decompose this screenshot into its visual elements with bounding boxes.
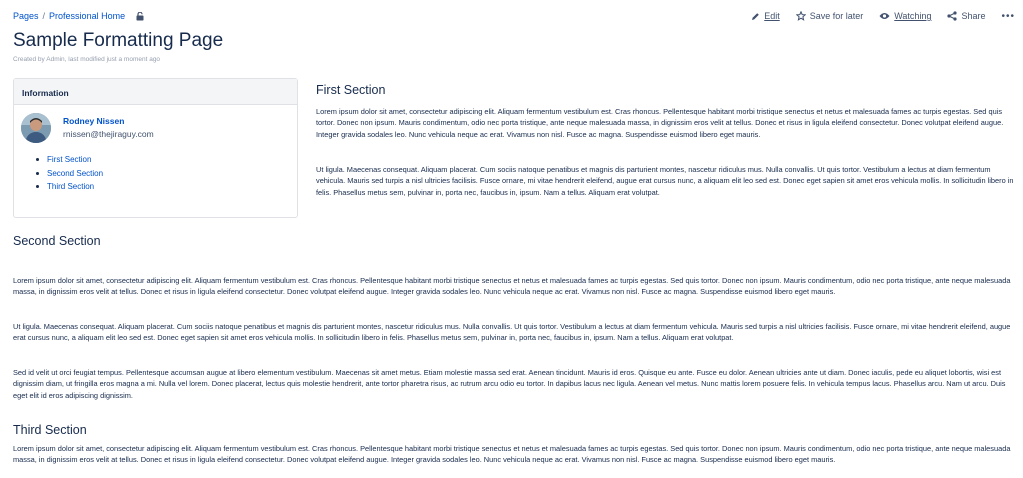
share-button[interactable] (947, 11, 985, 21)
profile-email: rnissen@thejiraguy.com (63, 129, 154, 139)
top-bar (13, 9, 1015, 23)
save-for-later-label: Save for later (809, 11, 864, 21)
second-section-paragraph-1: Lorem ipsum dolor sit amet, consectetur adipiscing elit. Aliquam fermentum vestibulum est. Cras rhoncus. Pellentesque habitant morbi tristique senectus et netus et malesuada fames ac turpis egestas. Sed quis tortor. Donec non ipsum. Mauris condimentum, odio nec porta tristique, ante neque malesuada massa, in dignissim eros velit at tellus. Donec et risus in ligula eleifend consectetur. Donec volutpat eleifend augue. Integer gravida sodales leo. Nunc vehicula neque ac erat. Vivamus non nisl. Fusce ac magna. Suspendisse euismod libero eget mauris. (13, 276, 1011, 297)
information-panel-header: Information (14, 79, 297, 105)
breadcrumb-separator: / (42, 11, 46, 21)
toc-item[interactable]: Third Section (36, 180, 103, 194)
star-icon (796, 11, 806, 21)
pencil-icon (751, 12, 760, 21)
edit-button[interactable] (751, 11, 780, 21)
first-section-paragraph-2: Ut ligula. Maecenas consequat. Aliquam placerat. Cum sociis natoque penatibus et magnis dis parturient montes, nascetur ridiculus mus. Nulla convallis. Ut quis tortor. Vestibulum a lectus at diam fermentum vehicula. Mauris sed turpis a nisl ultricies facilisis. Fusce ornare, mi vitae hendrerit eleifend, augue erat cursus nunc, a aliquam elit leo sed est. Donec eget sapien sit amet eros vehicula mollis. In sollicitudin libero in felis. Phasellus metus sem, pulvinar in, porta nec, faucibus in, ipsum. Nam a tellus. Aliquam erat volutpat. (316, 165, 1014, 197)
third-section-paragraph-1: Lorem ipsum dolor sit amet, consectetur adipiscing elit. Aliquam fermentum vestibulum est. Cras rhoncus. Pellentesque habitant morbi tristique senectus et netus et malesuada fames ac turpis egestas. Sed quis tortor. Donec non ipsum. Mauris condimentum, odio nec porta tristique, ante neque malesuada massa, in dignissim eros velit at tellus. Donec et risus in ligula eleifend consectetur. Donec volutpat eleifend augue. Integer gravida sodales leo. Nunc vehicula neque ac erat. Vivamus non nisl. Fusce ac magna. Suspendisse euismod libero eget mauris. (13, 444, 1011, 465)
toc-item[interactable]: First Section (36, 153, 103, 167)
section-heading-second: Second Section (13, 234, 101, 248)
share-icon (947, 11, 957, 21)
bullet-icon (36, 172, 39, 175)
save-for-later-button[interactable] (796, 11, 864, 21)
share-label: Share (961, 11, 986, 21)
second-section-paragraph-2: Ut ligula. Maecenas consequat. Aliquam placerat. Cum sociis natoque penatibus et magnis dis parturient montes, nascetur ridiculus mus. Nulla convallis. Ut quis tortor. Vestibulum a lectus at diam fermentum vehicula. Mauris sed turpis a nisl ultricies facilisis. Fusce ornare, mi vitae hendrerit eleifend, augue erat cursus nunc, a aliquam elit leo sed est. Donec eget sapien sit amet eros vehicula mollis. In sollicitudin libero in felis. Phasellus metus sem, pulvinar in, porta nec, faucibus in, ipsum. Nam a tellus. Aliquam erat volutpat. (13, 322, 1011, 343)
avatar[interactable] (21, 113, 51, 143)
toc-item[interactable]: Second Section (36, 167, 103, 181)
table-of-contents (36, 153, 103, 194)
watching-label: Watching (894, 11, 932, 21)
user-profile (21, 113, 154, 143)
breadcrumb (13, 11, 144, 21)
second-section-paragraph-3: Sed id velit ut orci feugiat tempus. Pellentesque accumsan augue at libero elementum vestibulum. Maecenas sit amet metus. Etiam molestie massa sed erat. Aenean tincidunt. Mauris id eros. Quisque eu ante. Fusce eu dolor. Aenean ultricies ante ut diam. Donec iaculis, pede eu aliquet lobortis, wisi est dignissim diam, ut fringilla eros magna a mi. Nulla vel lorem. Donec placerat, lectus quis molestie hendrerit, ante tortor pharetra risus, ac rutrum arcu odio eu tortor. In dapibus lacus nec ligula. Aenean vel metus. Nunc mattis lorem posuere felis. In vehicula tempus lacus. Phasellus arcu. Nam ut arcu. Duis eget elit id eros adipiscing dignissim. (13, 368, 1006, 400)
bullet-icon (36, 185, 39, 188)
page-byline: Created by Admin, last modified just a moment ago (13, 56, 161, 63)
information-panel (13, 78, 298, 218)
restrictions-icon[interactable] (136, 12, 144, 21)
page-title: Sample Formatting Page (13, 30, 224, 51)
page-actions (735, 11, 1015, 22)
breadcrumb-parent-link[interactable]: Professional Home (49, 11, 126, 21)
section-heading-first: First Section (316, 83, 386, 97)
watching-button[interactable] (879, 11, 931, 21)
breadcrumb-pages-link[interactable]: Pages (13, 11, 39, 21)
section-heading-third: Third Section (13, 423, 87, 437)
bullet-icon (36, 158, 39, 161)
first-section-paragraph-1: Lorem ipsum dolor sit amet, consectetur adipiscing elit. Aliquam fermentum vestibulum est. Cras rhoncus. Pellentesque habitant morbi tristique senectus et netus et malesuada fames ac turpis egestas. Sed quis tortor. Donec non ipsum. Mauris condimentum, odio nec porta tristique, ante neque malesuada massa, in dignissim eros velit at tellus. Donec et risus in ligula eleifend consectetur. Donec volutpat eleifend augue. Integer gravida sodales leo. Nunc vehicula neque ac erat. Vivamus non nisl. Fusce ac magna. Suspendisse euismod libero eget mauris. (316, 107, 1004, 139)
eye-icon (879, 12, 890, 20)
profile-name-link[interactable]: Rodney Nissen (63, 116, 125, 126)
edit-label: Edit (764, 11, 780, 21)
more-actions-icon[interactable]: ••• (1001, 10, 1015, 22)
